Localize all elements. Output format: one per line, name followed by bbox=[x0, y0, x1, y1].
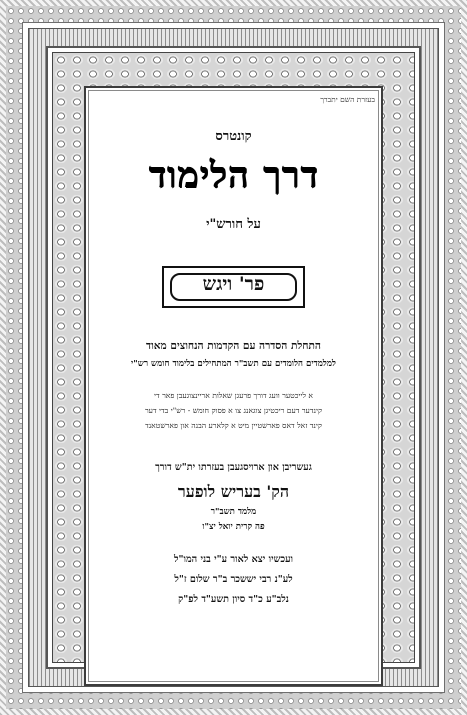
description-line-1: א לייכטער וועג דורך פרעגן שאלות אריינצוגעבן פאר די bbox=[154, 391, 313, 400]
blessing-text: בעזרת השם יתברך bbox=[320, 95, 375, 104]
description-line-2: קינדער דעם ריכטיגן צוגאנג צו א פסוק חומש - רש"י בדי דער bbox=[144, 406, 323, 415]
author-place: פה קרית יואל יצ"ו bbox=[202, 522, 265, 532]
author-name: הק' בעריש לופער bbox=[177, 482, 290, 501]
intro-line-1: התחלת הסדרה עם הקדמות הנחוצים מאוד bbox=[146, 340, 321, 352]
description-line-3: קינד זאל דאס פארשטיין מיט א קלארע הבנה און פארשטאנד bbox=[145, 421, 322, 430]
main-title: דרך הלימוד bbox=[148, 154, 319, 196]
dedication-line-2: לע"נ רבי יששכר ב"ר שלום ז"ל bbox=[174, 574, 293, 585]
author-role: מלמד תשב"ר bbox=[210, 507, 257, 517]
intro-line-2: למלמדים הלומדים עם תשב"ר המתחילים בלימוד חומש רש"י bbox=[131, 359, 336, 369]
subtitle: על חורש"י bbox=[206, 217, 261, 232]
dedication-line-3: נלב"ע כ"ד סיון תשע"ד לפ"ק bbox=[178, 594, 289, 605]
dedication-line-1: ועכשיו יצא לאור ע"י בני המו"ל bbox=[174, 554, 293, 565]
edited-by-line: געשריבן און ארויסגעבן בעזרתו ית"ש דורך bbox=[155, 462, 312, 473]
parsha-label: פר' ויגש bbox=[202, 273, 265, 295]
heading-small: קונטרס bbox=[215, 129, 252, 144]
title-page-panel bbox=[84, 86, 383, 686]
